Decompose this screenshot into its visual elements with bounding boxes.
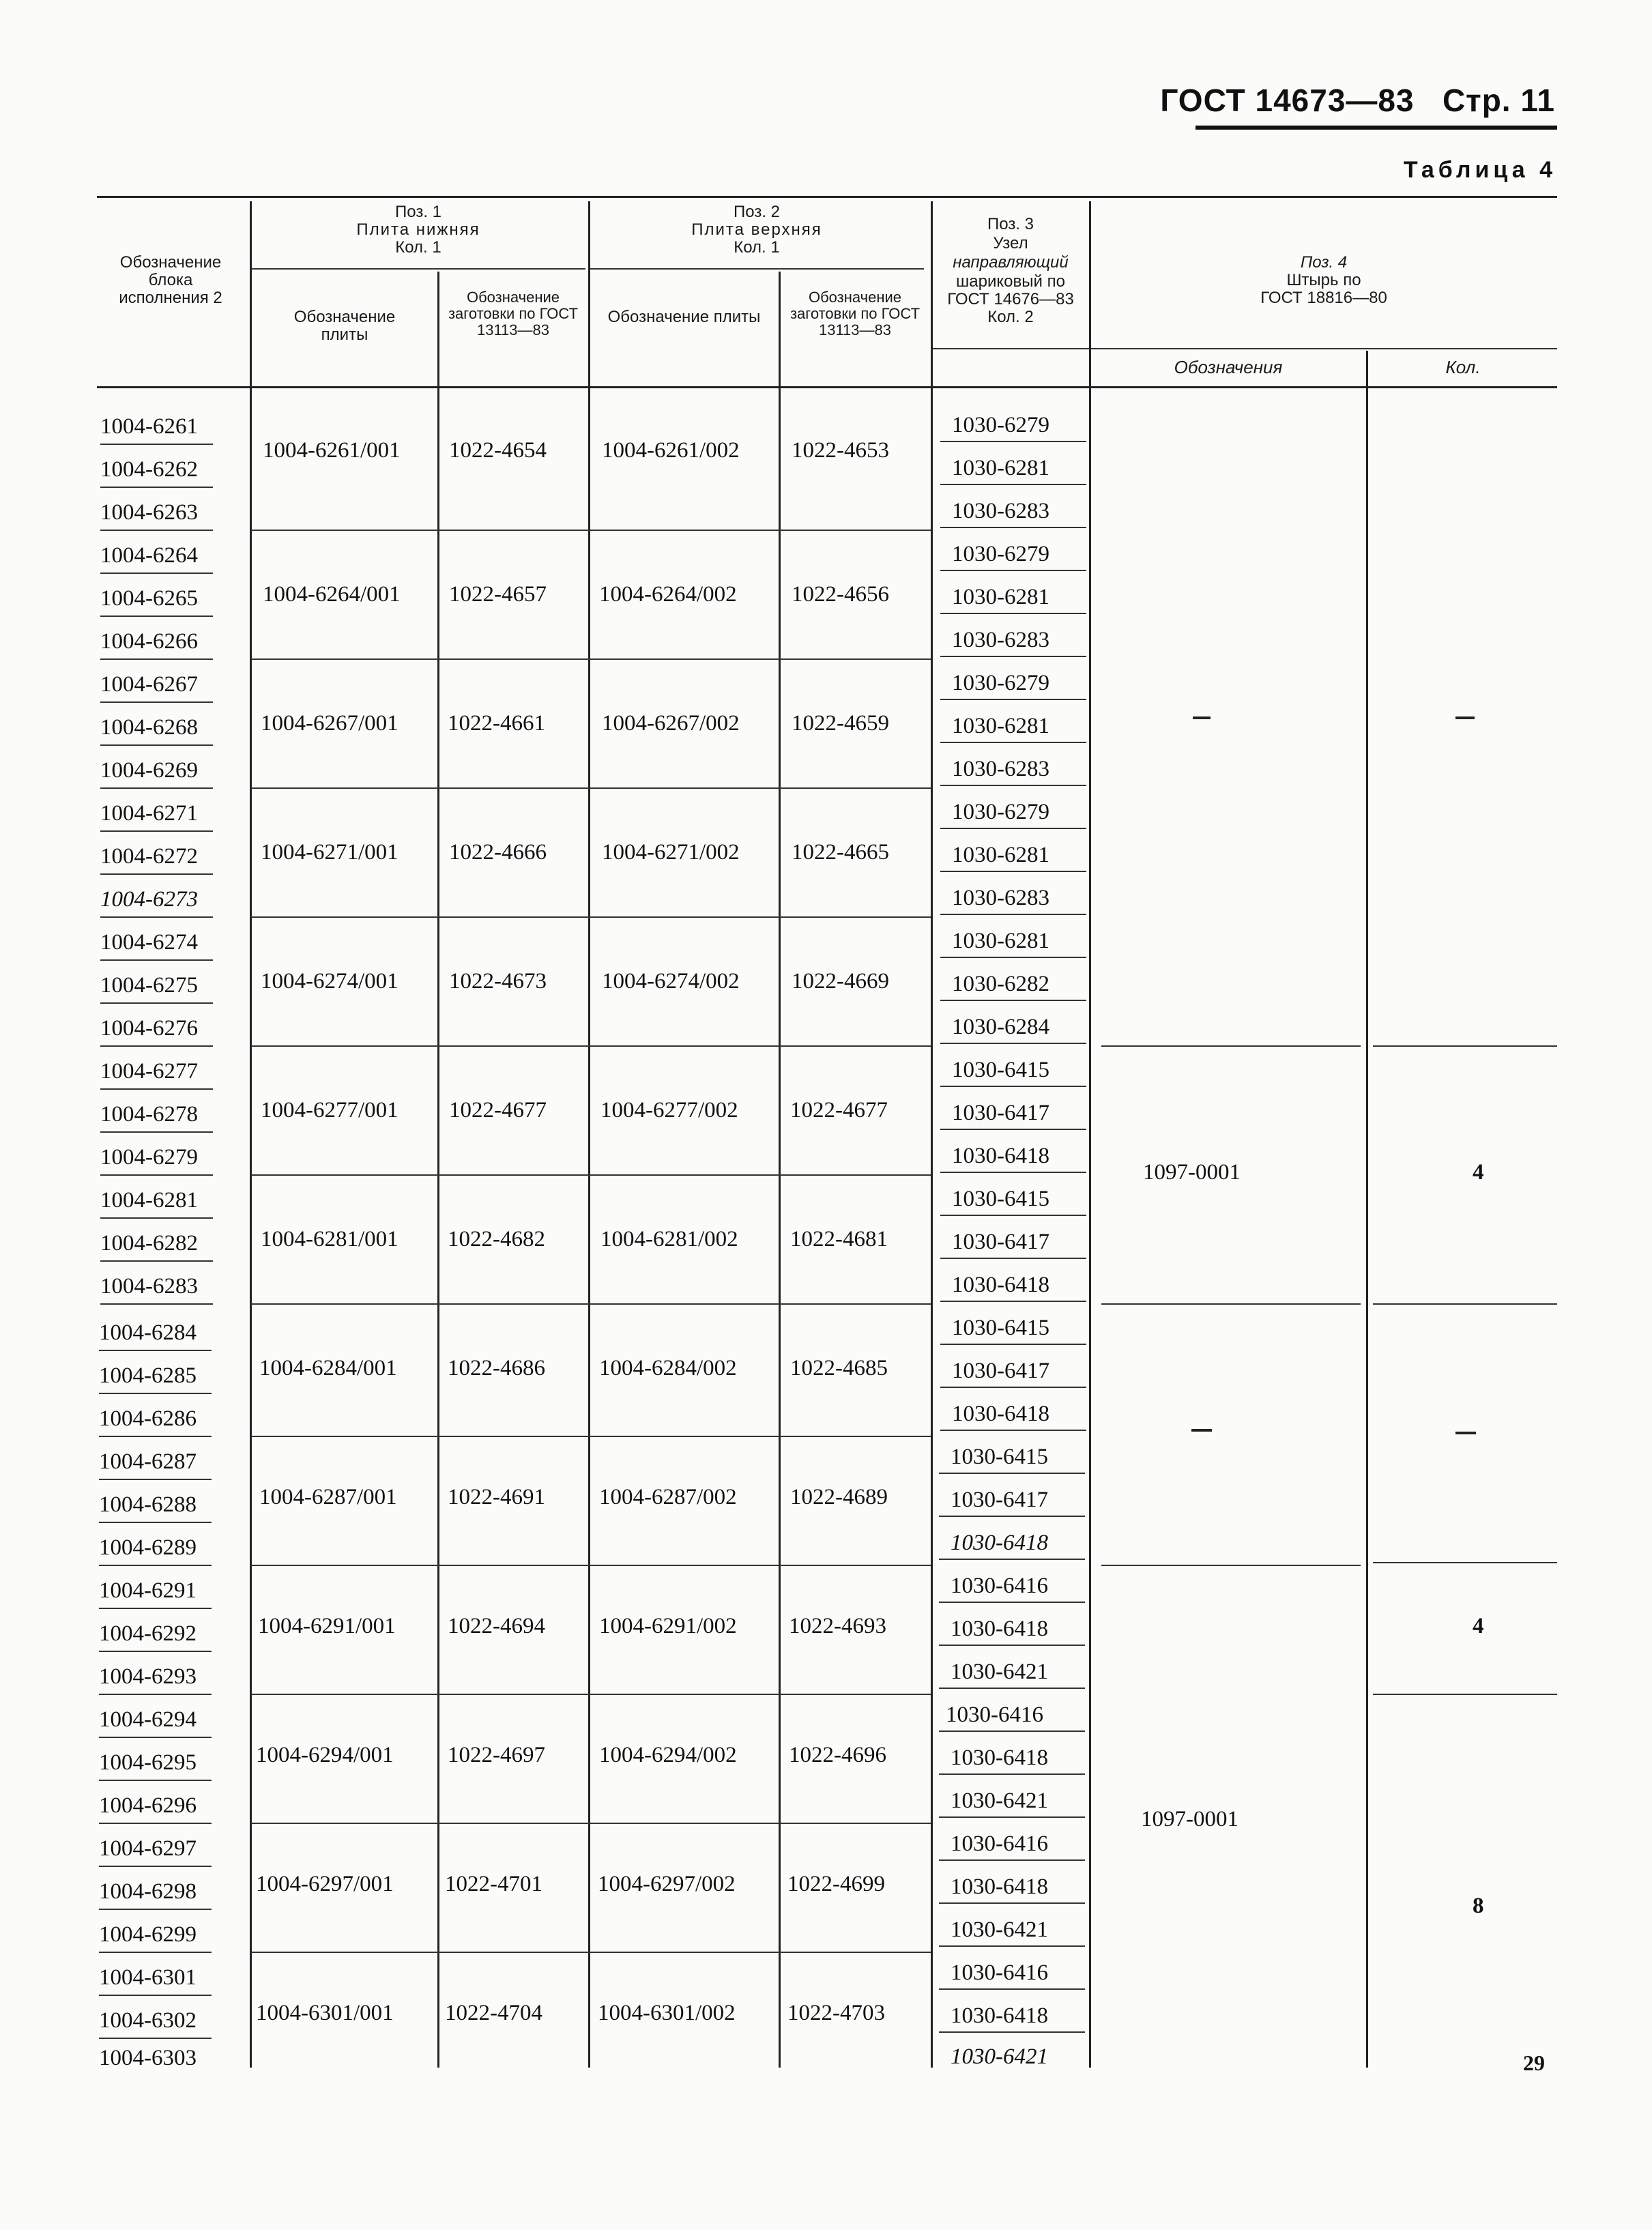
blank1-cell: 1022-4694 — [448, 1614, 545, 1638]
row-underline — [939, 1902, 1085, 1904]
plate2-cell: 1004-6281/002 — [600, 1227, 738, 1251]
row-underline — [100, 830, 213, 832]
col-divider-3 — [588, 201, 590, 2068]
row-underline — [99, 1350, 212, 1351]
block-cell: 1004-6263 — [100, 500, 198, 525]
row-underline — [100, 1131, 213, 1133]
plate1-cell: 1004-6301/001 — [256, 2001, 394, 2025]
header-pos1-blank: Обозначение заготовки по ГОСТ 13113—83 — [448, 289, 579, 338]
guide-unit-cell: 1030-6279 — [952, 671, 1049, 695]
header-pos3-l3: шариковый по — [956, 272, 1065, 291]
block-cell: 1004-6297 — [99, 1836, 197, 1861]
page-label: Стр. 11 — [1442, 83, 1555, 118]
row-underline — [940, 828, 1086, 829]
header-pos2-name: Плита верхняя — [691, 220, 822, 239]
plate1-cell: 1004-6294/001 — [256, 1743, 394, 1767]
guide-unit-cell: 1030-6421 — [951, 1917, 1048, 1942]
blank2-cell: 1022-4677 — [790, 1098, 888, 1123]
row-underline — [939, 1516, 1085, 1517]
header-pos1-qty: Кол. 1 — [395, 238, 441, 257]
blank1-cell: 1022-4686 — [448, 1356, 545, 1380]
header-pos2-blank: Обозначение заготовки по ГОСТ 13113—83 — [789, 289, 921, 338]
guide-unit-cell: 1030-6418 — [951, 1531, 1048, 1555]
group-divider — [251, 658, 931, 660]
block-cell: 1004-6284 — [99, 1320, 197, 1345]
block-cell: 1004-6283 — [100, 1274, 198, 1299]
blank2-cell: 1022-4696 — [789, 1743, 886, 1767]
block-cell: 1004-6264 — [100, 543, 198, 568]
row-underline — [940, 1129, 1086, 1130]
group-divider — [251, 1565, 931, 1566]
header-pos3-title: Поз. 3 — [987, 215, 1034, 233]
blank1-cell: 1022-4657 — [449, 582, 547, 607]
row-underline — [940, 914, 1086, 915]
block-cell: 1004-6287 — [99, 1449, 197, 1474]
guide-unit-cell: 1030-6415 — [952, 1316, 1049, 1340]
block-cell: 1004-6302 — [99, 2008, 197, 2033]
guide-unit-cell: 1030-6418 — [952, 1402, 1049, 1426]
row-underline — [99, 1565, 212, 1566]
block-cell: 1004-6274 — [100, 930, 198, 955]
row-underline — [940, 1430, 1086, 1431]
block-cell: 1004-6261 — [100, 414, 198, 439]
header-pos3-qty: Кол. 2 — [987, 308, 1034, 326]
group-divider — [251, 1174, 931, 1176]
row-underline — [100, 701, 213, 703]
group-divider — [251, 787, 931, 789]
col-divider-2 — [437, 272, 439, 2068]
row-underline — [939, 1731, 1085, 1732]
guide-unit-cell: 1030-6415 — [952, 1187, 1049, 1211]
row-underline — [99, 1694, 212, 1695]
page-number: 29 — [1523, 2051, 1545, 2075]
block-cell: 1004-6276 — [100, 1016, 198, 1041]
plate1-cell: 1004-6287/001 — [259, 1485, 397, 1509]
blank1-cell: 1022-4701 — [445, 1872, 542, 1896]
row-underline — [99, 1393, 212, 1394]
guide-unit-cell: 1030-6415 — [952, 1058, 1049, 1082]
guide-unit-cell: 1030-6417 — [951, 1488, 1048, 1512]
pin-designation: 1097-0001 — [1141, 1807, 1238, 1831]
table-header-bottom-rule — [97, 386, 1557, 388]
row-underline — [939, 1473, 1085, 1474]
blank1-cell: 1022-4682 — [448, 1227, 545, 1251]
guide-unit-cell: 1030-6279 — [952, 413, 1049, 437]
group-divider — [251, 1045, 931, 1047]
guide-unit-cell: 1030-6421 — [951, 1789, 1048, 1813]
guide-unit-cell: 1030-6415 — [951, 1445, 1048, 1469]
plate1-cell: 1004-6284/001 — [259, 1356, 397, 1380]
pos1-subheader-rule — [251, 268, 585, 270]
guide-unit-cell: 1030-6417 — [952, 1359, 1049, 1383]
header-pos2-qty: Кол. 1 — [734, 238, 780, 257]
pin-group-divider — [1373, 1562, 1557, 1563]
row-underline — [100, 1045, 213, 1047]
block-cell: 1004-6267 — [100, 672, 198, 697]
row-underline — [100, 916, 213, 918]
row-underline — [940, 699, 1086, 700]
row-underline — [99, 1909, 212, 1910]
row-underline — [940, 1301, 1086, 1302]
col-divider-7 — [1366, 351, 1368, 2068]
plate1-cell: 1004-6264/001 — [263, 582, 401, 607]
row-underline — [99, 1995, 212, 1996]
row-underline — [939, 1859, 1085, 1861]
row-underline — [99, 1780, 212, 1781]
plate1-cell: 1004-6277/001 — [261, 1098, 398, 1123]
block-cell: 1004-6292 — [99, 1621, 197, 1646]
pin-designation-dash — [1191, 1429, 1212, 1432]
guide-unit-cell: 1030-6416 — [951, 1574, 1048, 1598]
header-pos1-plate: Обозначение плиты — [293, 308, 396, 344]
plate1-cell: 1004-6297/001 — [256, 1872, 394, 1896]
block-cell: 1004-6299 — [99, 1922, 197, 1947]
header-pos3-l4: ГОСТ 14676—83 — [947, 290, 1074, 308]
plate2-cell: 1004-6267/002 — [602, 711, 740, 736]
block-cell: 1004-6277 — [100, 1059, 198, 1084]
pos2-subheader-rule — [590, 268, 924, 270]
plate2-cell: 1004-6284/002 — [599, 1356, 737, 1380]
row-underline — [100, 1260, 213, 1262]
block-cell: 1004-6281 — [100, 1188, 198, 1213]
row-underline — [940, 613, 1086, 614]
plate1-cell: 1004-6281/001 — [261, 1227, 398, 1251]
guide-unit-cell: 1030-6281 — [952, 456, 1049, 480]
row-underline — [99, 1866, 212, 1867]
plate2-cell: 1004-6261/002 — [602, 438, 740, 463]
pin-group-divider — [1373, 1303, 1557, 1305]
row-underline — [100, 444, 213, 445]
blank1-cell: 1022-4704 — [445, 2001, 542, 2025]
col-divider-5 — [931, 201, 933, 2068]
row-underline — [939, 1773, 1085, 1775]
header-pos1-title: Поз. 1 — [394, 203, 441, 221]
blank1-cell: 1022-4691 — [448, 1485, 545, 1509]
block-cell: 1004-6296 — [99, 1793, 197, 1818]
header-pos4-qty: Кол. — [1445, 357, 1481, 377]
blank2-cell: 1022-4685 — [790, 1356, 888, 1380]
block-cell: 1004-6265 — [100, 586, 198, 611]
plate1-cell: 1004-6267/001 — [261, 711, 398, 736]
row-underline — [99, 1608, 212, 1609]
block-cell: 1004-6288 — [99, 1492, 197, 1517]
guide-unit-cell: 1030-6282 — [952, 972, 1049, 996]
blank2-cell: 1022-4699 — [787, 1872, 885, 1896]
plate2-cell: 1004-6277/002 — [600, 1098, 738, 1123]
plate1-cell: 1004-6271/001 — [261, 840, 398, 865]
block-cell: 1004-6295 — [99, 1750, 197, 1775]
plate1-cell: 1004-6261/001 — [263, 438, 401, 463]
row-underline — [940, 1215, 1086, 1216]
pin-designation-dash — [1193, 716, 1211, 719]
blank1-cell: 1022-4661 — [448, 711, 545, 736]
guide-unit-cell: 1030-6418 — [951, 1874, 1048, 1899]
block-cell: 1004-6303 — [99, 2046, 197, 2070]
pos4-subheader-rule — [932, 348, 1557, 349]
col-divider-6 — [1089, 201, 1091, 2068]
row-underline — [99, 1737, 212, 1738]
blank1-cell: 1022-4654 — [449, 438, 547, 463]
row-underline — [940, 1344, 1086, 1345]
standard-code: ГОСТ 14673—83 — [1160, 83, 1415, 118]
row-underline — [940, 1043, 1086, 1044]
guide-unit-cell: 1030-6283 — [952, 499, 1049, 523]
header-pos4-designation: Обозначения — [1174, 357, 1283, 377]
row-underline — [940, 1086, 1086, 1087]
row-underline — [940, 957, 1086, 958]
block-cell: 1004-6291 — [99, 1578, 197, 1603]
row-underline — [940, 656, 1086, 657]
plate2-cell: 1004-6294/002 — [599, 1743, 737, 1767]
row-underline — [939, 1988, 1085, 1990]
block-cell: 1004-6289 — [99, 1535, 197, 1560]
block-cell: 1004-6294 — [99, 1707, 197, 1732]
row-underline — [99, 1436, 212, 1437]
pin-qty-dash — [1455, 716, 1475, 719]
row-underline — [940, 1387, 1086, 1388]
plate2-cell: 1004-6291/002 — [599, 1614, 737, 1638]
row-underline — [940, 570, 1086, 571]
row-underline — [940, 527, 1086, 528]
row-underline — [100, 487, 213, 488]
guide-unit-cell: 1030-6281 — [952, 843, 1049, 867]
plate2-cell: 1004-6271/002 — [602, 840, 740, 865]
blank2-cell: 1022-4689 — [790, 1485, 888, 1509]
row-underline — [100, 1303, 213, 1305]
block-cell: 1004-6269 — [100, 758, 198, 783]
row-underline — [940, 1258, 1086, 1259]
plate2-cell: 1004-6297/002 — [598, 1872, 736, 1896]
plate2-cell: 1004-6264/002 — [599, 582, 737, 607]
guide-unit-cell: 1030-6416 — [946, 1703, 1043, 1727]
row-underline — [99, 1651, 212, 1652]
row-underline — [100, 744, 213, 746]
table-top-rule — [97, 196, 1557, 198]
blank2-cell: 1022-4665 — [792, 840, 889, 865]
block-cell: 1004-6262 — [100, 457, 198, 482]
guide-unit-cell: 1030-6281 — [952, 585, 1049, 609]
blank2-cell: 1022-4703 — [787, 2001, 885, 2025]
block-cell: 1004-6272 — [100, 844, 198, 869]
block-cell: 1004-6273 — [100, 887, 198, 912]
plate1-cell: 1004-6291/001 — [258, 1614, 396, 1638]
row-underline — [100, 873, 213, 875]
group-divider — [251, 1694, 931, 1695]
header-pos4-name: Штырь по — [1286, 271, 1361, 289]
row-underline — [100, 658, 213, 660]
blank1-cell: 1022-4666 — [449, 840, 547, 865]
row-underline — [100, 1217, 213, 1219]
blank2-cell: 1022-4693 — [789, 1614, 886, 1638]
col-divider-1 — [250, 201, 252, 2068]
header-pos2-title: Поз. 2 — [733, 203, 780, 221]
guide-unit-cell: 1030-6279 — [952, 542, 1049, 566]
plate2-cell: 1004-6287/002 — [599, 1485, 737, 1509]
guide-unit-cell: 1030-6418 — [952, 1144, 1049, 1168]
block-cell: 1004-6275 — [100, 973, 198, 998]
row-underline — [940, 871, 1086, 872]
guide-unit-cell: 1030-6416 — [951, 1960, 1048, 1985]
blank2-cell: 1022-4659 — [792, 711, 889, 736]
row-underline — [100, 959, 213, 961]
group-divider — [251, 1436, 931, 1437]
pin-qty: 4 — [1473, 1160, 1484, 1185]
row-underline — [100, 787, 213, 789]
row-underline — [100, 530, 213, 531]
guide-unit-cell: 1030-6279 — [952, 800, 1049, 824]
blank2-cell: 1022-4681 — [790, 1227, 888, 1251]
guide-unit-cell: 1030-6281 — [952, 714, 1049, 738]
row-underline — [939, 1602, 1085, 1603]
blank1-cell: 1022-4697 — [448, 1743, 545, 1767]
pin-group-divider — [1373, 1045, 1557, 1047]
header-pos3-l1: Узел — [993, 234, 1028, 252]
block-cell: 1004-6286 — [99, 1406, 197, 1431]
row-underline — [99, 2038, 212, 2039]
blank1-cell: 1022-4677 — [449, 1098, 547, 1123]
row-underline — [940, 1000, 1086, 1001]
row-underline — [940, 785, 1086, 786]
row-underline — [100, 1088, 213, 1090]
block-cell: 1004-6282 — [100, 1231, 198, 1256]
row-underline — [939, 1945, 1085, 1947]
row-underline — [940, 1172, 1086, 1173]
row-underline — [940, 742, 1086, 743]
row-underline — [939, 1688, 1085, 1689]
group-divider — [251, 1823, 931, 1824]
guide-unit-cell: 1030-6283 — [952, 757, 1049, 781]
row-underline — [99, 1823, 212, 1824]
plate1-cell: 1004-6274/001 — [261, 969, 398, 994]
row-underline — [100, 616, 213, 617]
header-pos2-plate: Обозначение плиты — [607, 308, 761, 326]
row-underline — [100, 1002, 213, 1004]
blank2-cell: 1022-4656 — [792, 582, 889, 607]
blank2-cell: 1022-4669 — [792, 969, 889, 994]
pin-group-divider — [1101, 1565, 1361, 1566]
row-underline — [99, 1479, 212, 1480]
block-cell: 1004-6266 — [100, 629, 198, 654]
row-underline — [939, 1645, 1085, 1646]
guide-unit-cell: 1030-6417 — [952, 1101, 1049, 1125]
guide-unit-cell: 1030-6418 — [951, 1617, 1048, 1641]
blank1-cell: 1022-4673 — [449, 969, 547, 994]
block-cell: 1004-6293 — [99, 1664, 197, 1689]
group-divider — [251, 916, 931, 918]
block-cell: 1004-6279 — [100, 1145, 198, 1170]
guide-unit-cell: 1030-6417 — [952, 1230, 1049, 1254]
guide-unit-cell: 1030-6284 — [952, 1015, 1049, 1039]
pin-group-divider — [1373, 1694, 1557, 1695]
header-pos4-title: Поз. 4 — [1300, 253, 1348, 272]
pin-group-divider — [1101, 1303, 1361, 1305]
guide-unit-cell: 1030-6281 — [952, 929, 1049, 953]
table-caption: Таблица 4 — [1403, 157, 1556, 183]
header-pos3-l2: направляющий — [953, 253, 1069, 272]
guide-unit-cell: 1030-6418 — [951, 2003, 1048, 2028]
row-underline — [940, 441, 1086, 442]
blank2-cell: 1022-4653 — [792, 438, 889, 463]
pin-group-divider — [1101, 1045, 1361, 1047]
col-divider-4 — [779, 272, 781, 2068]
row-underline — [939, 2031, 1085, 2033]
pin-qty-dash — [1455, 1432, 1476, 1434]
block-cell: 1004-6271 — [100, 801, 198, 826]
guide-unit-cell: 1030-6283 — [952, 886, 1049, 910]
plate2-cell: 1004-6274/002 — [602, 969, 740, 994]
row-underline — [939, 1816, 1085, 1818]
block-cell: 1004-6285 — [99, 1363, 197, 1388]
guide-unit-cell: 1030-6421 — [951, 1660, 1048, 1684]
pin-qty: 8 — [1473, 1894, 1484, 1918]
pin-designation: 1097-0001 — [1143, 1160, 1241, 1185]
guide-unit-cell: 1030-6416 — [951, 1831, 1048, 1856]
row-underline — [99, 1522, 212, 1523]
block-cell: 1004-6268 — [100, 715, 198, 740]
guide-unit-cell: 1030-6418 — [951, 1746, 1048, 1770]
plate2-cell: 1004-6301/002 — [598, 2001, 736, 2025]
group-divider — [251, 1303, 931, 1305]
header-block-designation: Обозначение блока исполнения 2 — [119, 253, 222, 307]
guide-unit-cell: 1030-6283 — [952, 628, 1049, 652]
block-cell: 1004-6278 — [100, 1102, 198, 1127]
group-divider — [251, 530, 931, 531]
row-underline — [100, 573, 213, 574]
row-underline — [99, 1952, 212, 1953]
block-cell: 1004-6298 — [99, 1879, 197, 1904]
guide-unit-cell: 1030-6418 — [952, 1273, 1049, 1297]
pin-qty: 4 — [1473, 1614, 1484, 1638]
row-underline — [940, 484, 1086, 485]
row-underline — [100, 1174, 213, 1176]
group-divider — [251, 1952, 931, 1953]
row-underline — [939, 1559, 1085, 1560]
guide-unit-cell: 1030-6421 — [951, 2044, 1048, 2069]
block-cell: 1004-6301 — [99, 1965, 197, 1990]
header-pos1-name: Плита нижняя — [356, 220, 480, 239]
header-pos4-std: ГОСТ 18816—80 — [1260, 289, 1387, 307]
